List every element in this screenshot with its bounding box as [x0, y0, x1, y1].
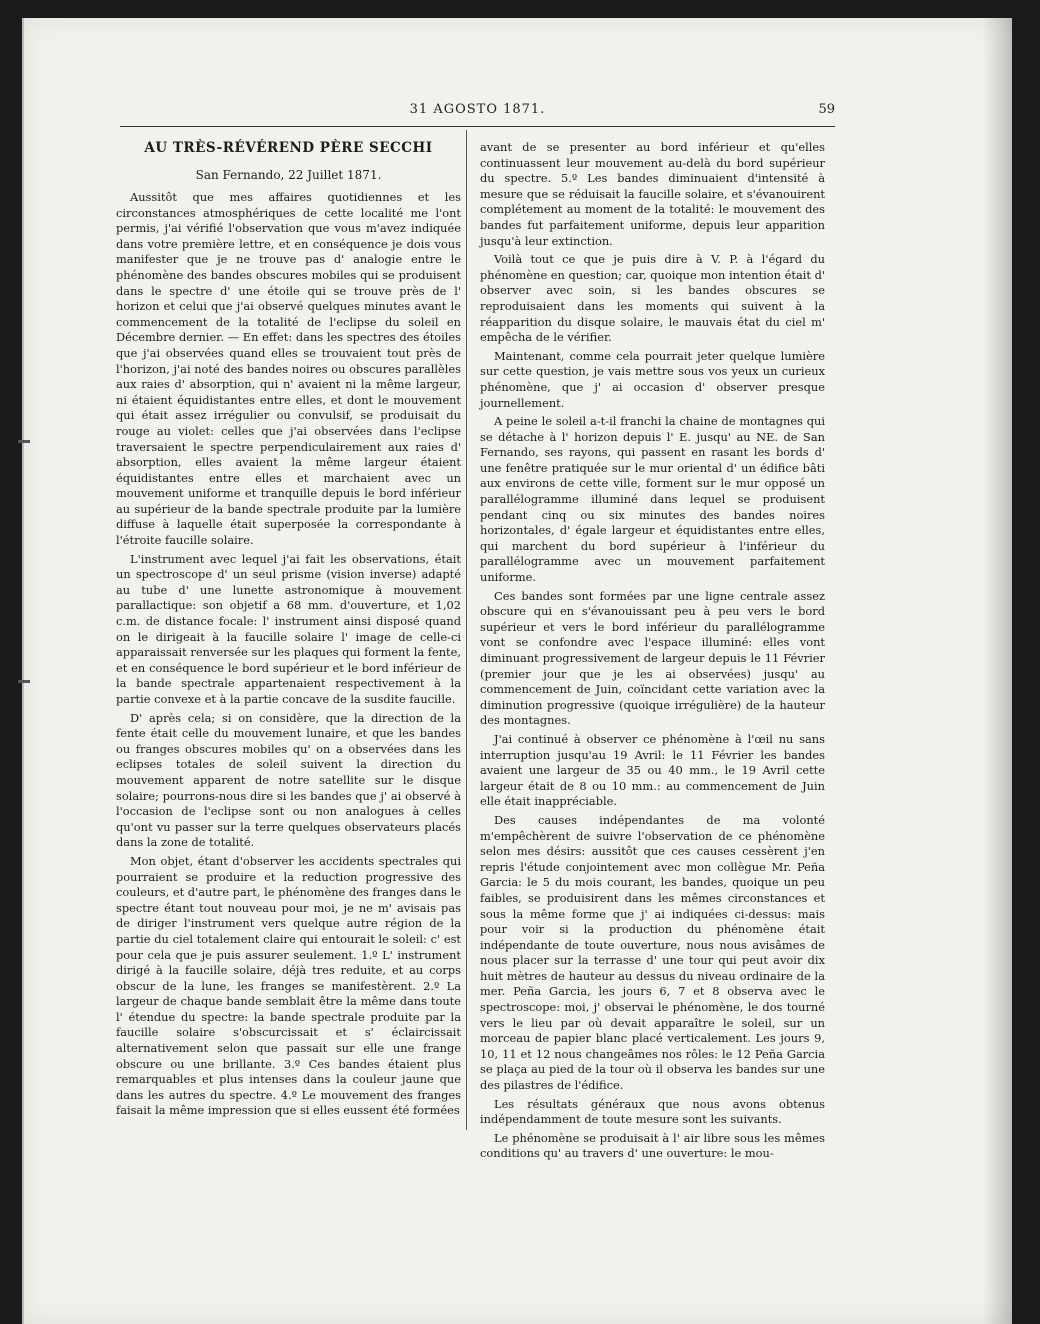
column-divider [466, 130, 467, 1130]
header-rule [120, 126, 835, 127]
paragraph: Les résultats généraux que nous avons obtenus indépendamment de toute mesure sont les suivants. [480, 1096, 825, 1127]
running-head-date: 31 AGOSTO 1871. [409, 102, 546, 117]
page-number: 59 [818, 102, 835, 117]
paragraph: Maintenant, comme cela pourrait jeter quelque lumière sur cette question, je vais mettre sous vos yeux un curieux phénomène, que j' ai occasion d' observer presque journellement. [480, 348, 825, 410]
paragraph: Le phénomène se produisait à l' air libre sous les mêmes conditions qu' au travers d' une ouverture: le mou- [480, 1130, 825, 1161]
right-column [480, 140, 825, 1165]
paragraph: Mon objet, étant d'observer les accidents spectrales qui pourraient se produire et la reduction progressive des couleurs, et d'autre part, le phénomène des franges dans le spectre étant tout nouveau pour moi, je ne m' avisais pas de diriger l'instrument vers quelque autre région de la partie du ciel totalement claire qui entourait le soleil: c' est pour cela que je puis assurer seulement. 1.º L' instrument dirigé à la faucille solaire, déjà tres reduite, et au corps obscur de la lune, les franges se manifestèrent. 2.º La largeur de chaque bande semblait être la même dans toute l' étendue du spectre: la bande spectrale produite par la faucille solaire s'obscurcissait et s' éclaircissait alternativement selon que passait sur elle une frange obscure ou une brillante. 3.º Ces bandes étaient plus remarquables et plus intenses dans la couleur jaune que dans les autres du spectre. 4.º Le mouvement des franges faisait la même impression que si elles eussent été formées [116, 853, 461, 1118]
running-head [120, 102, 835, 124]
letter-dateline: San Fernando, 22 Juillet 1871. [195, 168, 382, 182]
left-column [116, 140, 461, 1122]
paragraph: Voilà tout ce que je puis dire à V. P. à l'égard du phénomène en question; car, quoique mon intention était d' observer avec soin, si les bandes obscures se reproduisaient dans les moments qui suivent à la réapparition du disque solaire, le mauvais état du ciel m' empêcha de le vérifier. [480, 252, 825, 345]
paragraph: Des causes indépendantes de ma volonté m'empêchèrent de suivre l'observation de ce phénomène selon mes désirs: aussitôt que ces causes cessèrent j'en repris l'étude conjointement avec mon collègue Mr. Peña Garcia: le 5 du mois courant, les bandes, quoique un peu faibles, se produisirent dans les mêmes circonstances et sous la même forme que j' ai indiquées ci-dessus: mais pour voir si la production du phénomène était indépendante de toute ouverture, nous nous avisâmes de nous placer sur la terrasse d' une tour qui peut avoir dix huit mètres de hauteur au dessus du niveau ordinaire de la mer. Peña Garcia, les jours 6, 7 et 8 observa avec le spectroscope: moi, j' observai le phénomène, le dos tourné vers le lieu par où devait apparaître le soleil, sur un morceau de papier blanc placé verticalement. Les jours 9, 10, 11 et 12 nous changeâmes nos rôles: le 12 Peña Garcia se plaça au pied de la tour où il observa les bandes sur une des pilastres de l'édifice. [480, 812, 825, 1093]
paragraph: avant de se presenter au bord inférieur et qu'elles continuassent leur mouvement au-delà du bord supérieur du spectre. 5.º Les bandes diminuaient d'intensité à mesure que se réduisait la faucille solaire, et s'évanouirent complétement au moment de la totalité: le mouvement des bandes fut parfaitement uniforme, depuis leur apparition jusqu'à leur extinction. [480, 140, 825, 248]
margin-mark [18, 440, 30, 443]
page-edge [22, 18, 24, 1324]
paragraph: J'ai continué à observer ce phénomène à l'œil nu sans interruption jusqu'au 19 Avril: le 11 Février les bandes avaient une largeur de 35 ou 40 mm., le 19 Avril cette largeur était de 8 ou 10 mm.: au commencement de Juin elle était inappréciable. [480, 731, 825, 809]
letter-title: AU TRÈS-RÉVÉREND PÈRE SECCHI [144, 140, 433, 156]
paragraph: A peine le soleil a-t-il franchi la chaine de montagnes qui se détache à l' horizon depuis l' E. jusqu' au NE. de San Fernando, ses rayons, qui passent en rasant les bords d' une fenêtre pratiquée sur le mur oriental d' un édifice bâti aux environs de cette ville, forment sur le mur opposé un parallélogramme illuminé dans lequel se produisent pendant cinq ou six minutes des bandes noires horizontales, d' égale largeur et équidistantes entre elles, qui marchent du bord supérieur à l'inférieur du parallélogramme avec un mouvement parfaitement uniforme. [480, 414, 825, 585]
paragraph: Aussitôt que mes affaires quotidiennes et les circonstances atmosphériques de cette localité me l'ont permis, j'ai vérifié l'observation que vous m'avez indiquée dans votre première lettre, et en conséquence je dois vous manifester que je ne trouve pas d' analogie entre le phénomène des bandes obscures mobiles qui se produisent dans le spectre d' une étoile qui se trouve près de l' horizon et celui que j'ai observé quelques minutes avant le commencement de la totalité de l'eclipse du soleil en Décembre dernier. — En effet: dans les spectres des étoiles que j'ai observées quand elles se trouvaient tout près de l'horizon, j'ai noté des bandes noires ou obscures parallèles aux raies d' absorption, qui n' avaient ni la même largeur, ni étaient équidistantes entre elles, et dont le mouvement qui était assez irrégulier ou convulsif, se produisait du rouge au violet: celles que j'ai observées dans l'eclipse traversaient le spectre perpendiculairement aux raies d' absorption, elles avaient la même largeur étaient équidistantes entre elles et marchaient avec un mouvement uniforme et tranquille depuis le bord inférieur au supérieur de la bande spectrale produite par la lumière diffuse à laquelle était superposée la correspondante à l'étroite faucille solaire. [116, 190, 462, 548]
margin-mark [18, 680, 30, 683]
paragraph: D' après cela; si on considère, que la direction de la fente était celle du mouvement lunaire, et que les bandes ou franges obscures mobiles qu' on a observées dans les eclipses totales de soleil suivent la direction du mouvement apparent de notre satellite sur le disque solaire; pourrons-nous dire si les bandes que j' ai observé à l'occasion de l'eclipse sont ou non analogues à celles qu'ont vu passer sur la terre quelques observateurs placés dans la zone de totalité. [116, 710, 461, 850]
paragraph: Ces bandes sont formées par une ligne centrale assez obscure qui en s'évanouissant peu à peu vers le bord supérieur et vers le bord inférieur du parallélogramme vont se confondre avec l'espace illuminé: elles vont diminuant progressivement de largeur depuis le 11 Février (premier jour que je les ai observées) jusqu' au commencement de Juin, coïncidant cette variation avec la diminution progressive (quoique irrégulière) de la hauteur des montagnes. [480, 588, 825, 728]
gutter-shadow [982, 18, 1012, 1324]
paragraph: L'instrument avec lequel j'ai fait les observations, était un spectroscope d' un seul prisme (vision inverse) adapté au tube d' une lunette astronomique à mouvement parallactique: son objetif a 68 mm. d'ouverture, et 1,02 c.m. de distance focale: l' instrument ainsi disposé quand on le dirigeait à la faucille solaire l' image de celle-ci apparaissait renversée sur les plaques qui forment la fente, et en conséquence le bord supérieur et le bord inférieur de la bande spectrale appartenaient respectivement à la partie convexe et à la partie concave de la susdite faucille. [116, 551, 461, 706]
